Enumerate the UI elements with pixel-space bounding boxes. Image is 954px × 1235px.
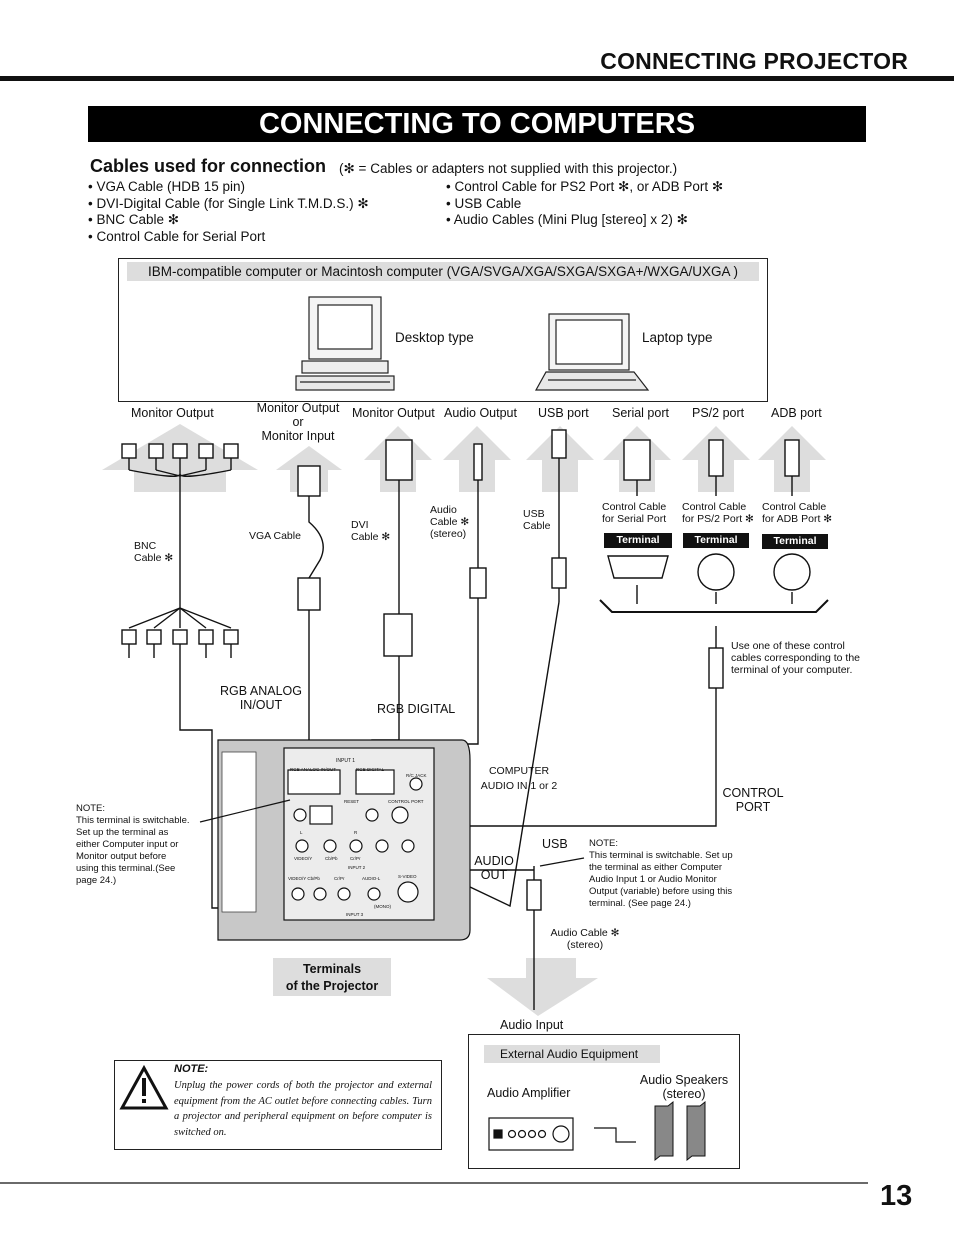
text-line: Cable ✻: [430, 516, 470, 528]
text-line: Monitor output before: [76, 851, 167, 862]
text-line: cables corresponding to the: [731, 652, 860, 664]
cable-item: • Audio Cables (Mini Plug [stereo] x 2) ✻: [446, 212, 688, 227]
label-audio-cable: [430, 504, 469, 540]
bnc-connectors-bottom: [122, 630, 238, 658]
text-line: Cable ✻: [134, 552, 174, 564]
text-line: Use one of these control: [731, 640, 845, 652]
cable-item: • BNC Cable ✻: [88, 212, 180, 227]
port-monitor-io-line: Monitor Output: [256, 401, 340, 415]
panel-cr-pr-2: Cr/Pr: [334, 876, 345, 881]
label-usb: USB: [542, 837, 568, 851]
terminal-badge-adb: Terminal: [762, 534, 828, 549]
panel-l: L: [300, 830, 303, 835]
terminal-badge-ps2: Terminal: [683, 533, 749, 548]
port-monitor-output: Monitor Output: [131, 406, 214, 420]
laptop-label: Laptop type: [642, 330, 713, 345]
text-line: of the Projector: [285, 979, 379, 993]
panel-r: R: [354, 830, 358, 835]
text-line: CONTROL: [722, 786, 784, 800]
text-line: AUDIO: [474, 854, 514, 868]
warning-text: Unplug the power cords of both the projector and external equipment from the AC outlet before connecting cables. Turn a projector and peripheral equipment on before computer is switched on.: [174, 1080, 432, 1138]
text-line: DVI: [351, 519, 369, 531]
label-audio-speakers: [636, 1073, 732, 1101]
label-dvi-cable: [351, 519, 390, 543]
label-audio-input: Audio Input: [500, 1018, 564, 1032]
cable-item: • VGA Cable (HDB 15 pin): [88, 179, 246, 194]
text-line: Audio Input 1 or Audio Monitor: [589, 874, 717, 885]
text-line: for Serial Port: [602, 513, 667, 525]
port-audio-output: Audio Output: [444, 406, 517, 420]
terminals-caption: [273, 958, 391, 996]
panel-input3: INPUT 3: [346, 912, 364, 917]
cable-item: • DVI-Digital Cable (for Single Link T.M.D.S.) ✻: [88, 195, 369, 211]
text-line: This terminal is switchable. Set up: [589, 850, 733, 861]
port-serial: Serial port: [612, 406, 669, 420]
page-number: 13: [880, 1180, 913, 1212]
text-line: NOTE:: [76, 803, 106, 814]
panel-rc-jack: R/C JACK: [406, 773, 427, 778]
label-audio-cable-2: [548, 927, 622, 951]
cable-item: • Control Cable for PS2 Port ✻, or ADB Port ✻: [446, 179, 724, 194]
text-line: Control Cable: [682, 501, 747, 513]
desktop-label: Desktop type: [395, 330, 474, 345]
label-ctrl-adb: [762, 501, 832, 525]
text-line: for PS/2 Port ✻: [682, 513, 754, 525]
text-line: (stereo): [430, 528, 467, 540]
panel-reset-button[interactable]: RESET: [344, 799, 360, 804]
computer-caption: IBM-compatible computer or Macintosh computer (VGA/SVGA/XGA/SXGA/SXGA+/WXGA/UXGA ): [127, 262, 759, 281]
label-bnc-cable: [134, 540, 173, 564]
label-vga-cable: VGA Cable: [249, 530, 301, 542]
text-line: Control Cable: [602, 501, 667, 513]
cables-note: (✻ = Cables or adapters not supplied with this projector.): [339, 161, 678, 176]
note-left: [76, 803, 202, 887]
text-line: for ADB Port ✻: [762, 513, 833, 525]
arrow-audio-input: [487, 958, 598, 1016]
text-line: USB: [523, 508, 545, 520]
text-line: (stereo): [566, 939, 604, 951]
panel-s-video: S-VIDEO: [398, 874, 417, 879]
note-right: [589, 838, 759, 910]
terminal-ps2-icon: [698, 554, 734, 604]
text-line: the terminal as either Computer: [589, 862, 723, 873]
text-line: Cable: [523, 520, 551, 532]
panel-input2: INPUT 2: [348, 865, 366, 870]
terminal-serial-icon: [608, 556, 668, 604]
text-line: terminal. (See page 24.): [589, 898, 691, 909]
panel-video-y: VIDEO/Y: [294, 856, 313, 861]
projector-body: [218, 740, 470, 940]
port-usb: USB port: [538, 406, 589, 420]
text-line: Audio Cable ✻: [550, 927, 620, 939]
laptop-computer-icon: [536, 314, 648, 390]
text-line: Cable ✻: [351, 531, 391, 543]
label-audio-amplifier: Audio Amplifier: [487, 1086, 571, 1100]
text-line: PORT: [735, 800, 771, 814]
port-adb: ADB port: [771, 406, 822, 420]
port-monitor-io-line: Monitor Input: [261, 429, 335, 443]
text-line: RGB ANALOG: [220, 684, 302, 698]
audio-equipment-title: External Audio Equipment: [484, 1045, 660, 1063]
text-line: COMPUTER: [488, 765, 550, 777]
label-ctrl-ps2: [682, 501, 754, 525]
panel-audio-l: AUDIO-L: [362, 876, 381, 881]
text-line: (stereo): [662, 1087, 706, 1101]
panel-input1: INPUT 1: [336, 758, 356, 764]
label-use-one: [731, 640, 860, 676]
text-line: using this terminal.(See: [76, 863, 176, 874]
bnc-connectors-top: [122, 444, 238, 628]
text-line: either Computer input or: [76, 839, 179, 850]
text-line: Audio: [430, 504, 457, 516]
page-title: CONNECTING TO COMPUTERS: [88, 106, 866, 142]
text-line: BNC: [134, 540, 157, 552]
text-line: Set up the terminal as: [76, 827, 169, 838]
text-line: Audio Speakers: [639, 1073, 729, 1087]
port-monitor-output-2: Monitor Output: [352, 406, 435, 420]
panel-rgb-analog: RGB ANALOG IN/OUT: [290, 767, 337, 772]
text-line: Terminals: [302, 962, 362, 976]
panel-cb-pb: Cb/Pb: [325, 856, 338, 861]
port-ps2: PS/2 port: [692, 406, 745, 420]
cable-item: • USB Cable: [446, 195, 522, 211]
label-computer-audio: [480, 764, 558, 794]
label-rgb-analog: [216, 684, 306, 712]
terminal-adb-icon: [774, 554, 810, 604]
cable-item: • Control Cable for Serial Port: [88, 228, 266, 244]
text-line: terminal of your computer.: [731, 664, 853, 676]
text-line: OUT: [480, 868, 508, 882]
text-line: Output (variable) before using this: [589, 886, 733, 897]
terminal-badge-serial: Terminal: [604, 533, 672, 548]
cables-heading: Cables used for connection: [90, 156, 327, 176]
label-audio-out: [470, 854, 518, 882]
label-control-port: [718, 786, 788, 814]
text-line: NOTE:: [589, 838, 619, 849]
terminal-brace: [600, 600, 828, 612]
text-line: IN/OUT: [239, 698, 283, 712]
panel-cr-pr: Cr/Pr: [350, 856, 361, 861]
panel-control-port: CONTROL PORT: [388, 799, 424, 804]
port-monitor-io-line: or: [292, 415, 304, 429]
label-ctrl-serial: [602, 501, 666, 525]
note-right-pointer: [540, 858, 584, 866]
text-line: page 24.): [76, 875, 117, 886]
label-rgb-digital: RGB DIGITAL: [377, 702, 456, 716]
panel-mono: (MONO): [374, 904, 391, 909]
text-line: This terminal is switchable.: [76, 815, 190, 826]
section-title: CONNECTING PROJECTOR: [600, 48, 908, 74]
text-line: AUDIO IN 1 or 2: [480, 780, 558, 792]
warning-title: NOTE:: [174, 1063, 209, 1075]
panel-video-y-cb-pb: VIDEO/Y Cb/Pb: [288, 876, 320, 881]
desktop-computer-icon: [296, 297, 394, 390]
port-monitor-io: [252, 401, 344, 443]
panel-rgb-digital: RGB DIGITAL: [356, 767, 385, 772]
text-line: Control Cable: [762, 501, 827, 513]
label-usb-cable: [523, 508, 550, 532]
